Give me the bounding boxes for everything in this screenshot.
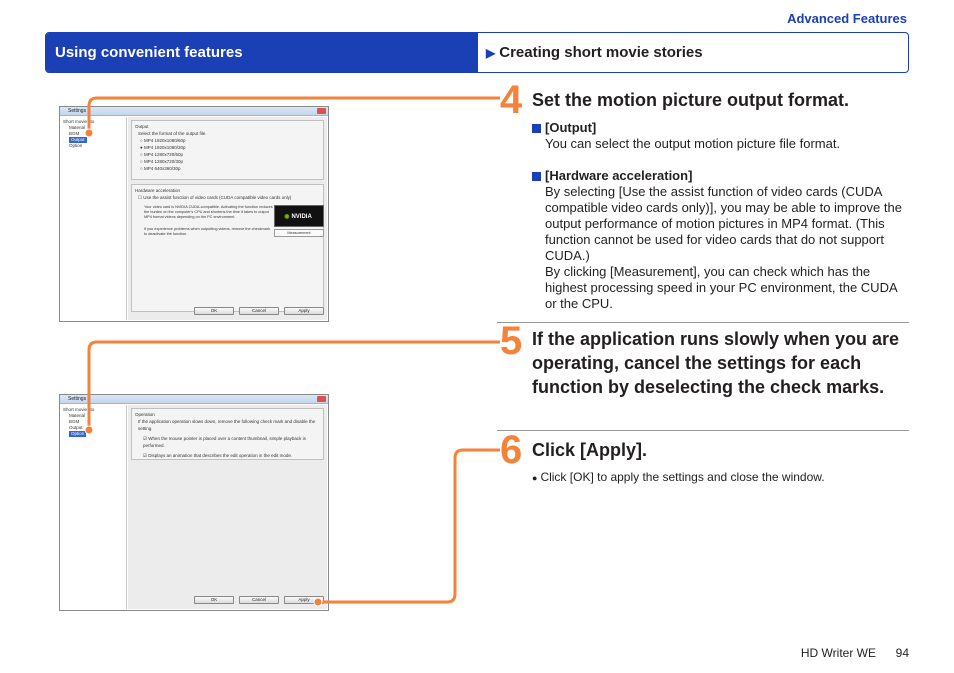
settings-pane [128,117,327,320]
tree-item-selected: Output [71,137,85,142]
tree-item: Short movie sto [63,119,95,124]
apply-button[interactable]: Apply [284,307,324,315]
section-label: Advanced Features [787,11,907,26]
footer-app-name: HD Writer WE [800,646,876,660]
ok-button[interactable]: OK [194,596,234,604]
hw-checkbox: ☐ Use the assist function of video cards (CUDA compatible video cards only) [138,195,292,200]
operation-group-title: Operation [135,412,155,417]
operation-prompt: If the application operation slows down, remove the following check mark and disable the setting. [138,419,316,431]
format-option: ○ MP4 1280x720/30p [140,159,183,164]
format-option: ● MP4 1920x1080/30p [140,145,186,150]
hw-subhead: [Hardware acceleration] [532,168,692,183]
apply-button[interactable]: Apply [284,596,324,604]
tree-item-selected: Option [71,431,85,436]
step4-title: Set the motion picture output format. [532,90,849,110]
tree-item [63,431,124,437]
cancel-button[interactable]: Cancel [239,596,279,604]
format-option: ○ MP4 640x360/30p [140,166,181,171]
tree-item: Material [69,125,86,130]
hw-info-2: If you experience problems when outputting videos, remove the checkmark to deactivate the function. [144,227,270,236]
close-icon [317,396,326,402]
option-checkbox: ☑ Displays an animation that describes the edit operation in the edit mode. [143,453,293,458]
tree-item: Output [69,425,83,430]
page-number: 94 [895,646,909,660]
header-chapter-title: Using convenient features [46,33,478,72]
settings-pane [128,405,327,609]
ok-button[interactable]: OK [194,307,234,315]
step-number-6: 6 [500,428,523,472]
output-prompt: Select the format of the output file. [138,131,207,136]
cancel-button[interactable]: Cancel [239,307,279,315]
tree-item: BGM [69,419,80,424]
step-number-4: 4 [500,78,523,122]
hw-group [131,184,324,312]
tree-item: Short movie sto [63,407,95,412]
header-bar [45,32,909,73]
step6-title: Click [Apply]. [532,440,648,460]
header-topic-title: Creating short movie stories [499,44,703,61]
output-subhead: [Output] [532,120,596,135]
screenshot-option-settings [59,394,329,611]
option-checkbox: ☑ When the mouse pointer is placed over a content thumbnail, simple playback is performed. [143,436,306,448]
divider [497,322,909,323]
hw-measurement-description: By clicking [Measurement], you can check which has the highest processing speed in your PC environment, the CUDA or the CPU. [545,264,897,311]
tree-item: BGM [69,131,80,136]
nvidia-cuda-logo: ◉ NVIDIA [274,205,324,227]
tree-item: Material [69,413,86,418]
step6-note: ● Click [OK] to apply the settings and close the window. [532,470,825,484]
header-topic [486,44,703,61]
settings-tree [61,117,127,320]
format-option: ○ MP4 1280x720/60p [140,152,183,157]
bullet-icon: ● [532,473,538,483]
settings-tree [61,405,127,609]
output-group [131,120,324,180]
hw-group-title: Hardware acceleration [135,188,181,193]
triangle-right-icon: ▶ [486,46,496,60]
close-icon [317,108,326,114]
screenshot-output-settings [59,106,329,322]
output-description: You can select the output motion picture file format. [545,136,841,151]
step5-title: If the application runs slowly when you are operating, cancel the settings for each function by deselecting the check marks. [532,329,900,397]
divider [497,430,909,431]
hw-info: Your video card is NVIDIA CUDA-compatible. Activating the function reduces the burden on the computer's CPU and shortens the time it takes to output MP4 format videos depending on the PC environment. [144,205,273,219]
blue-square-icon [532,172,541,181]
tree-item: Option [69,143,83,148]
window-titlebar: Settings [60,107,328,116]
format-option: ○ MP4 1920x1080/60p [140,138,186,143]
connector-step6 [318,450,500,602]
operation-group [131,408,324,460]
step-number-5: 5 [500,319,523,363]
nvidia-eye-icon: ◉ [284,214,290,220]
hw-description: By selecting [Use the assist function of video cards (CUDA compatible video cards only)], you may be able to improve the output performance of motion pictures in MP4 format. (This function cannot be used for video cards that do not support CUDA.) [545,184,902,263]
measurement-button[interactable]: Measurement [274,229,324,237]
blue-square-icon [532,124,541,133]
window-titlebar: Settings [60,395,328,404]
output-group-title: Output [135,124,149,129]
